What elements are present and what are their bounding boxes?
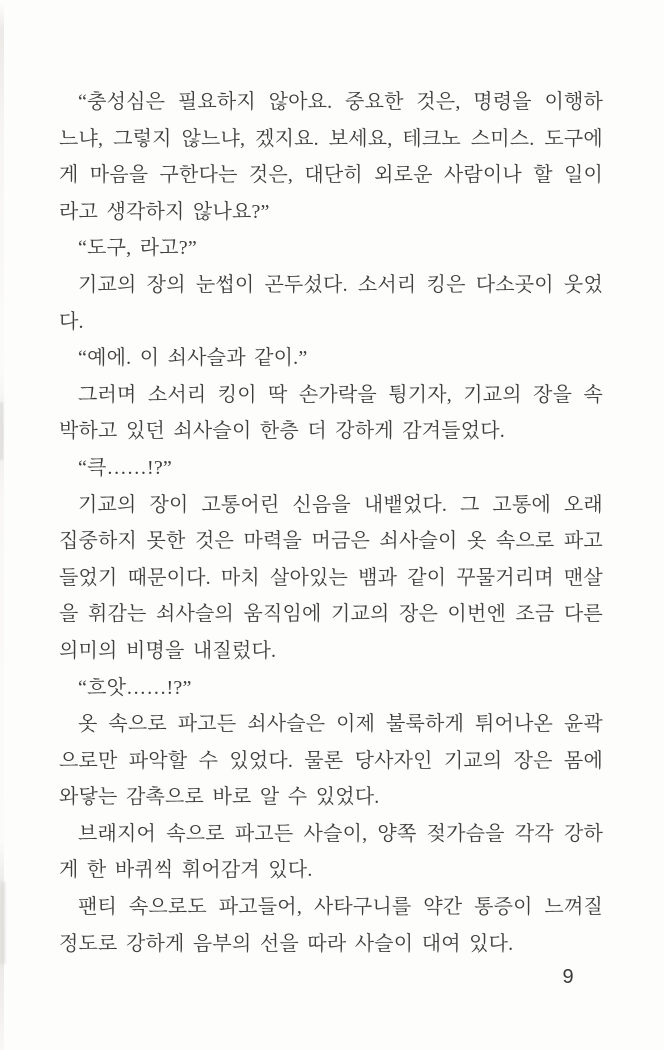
text-line: 다.	[59, 310, 84, 333]
text-line: 팬티 속으로도 파고들어, 사타구니를 약간 통증이 느껴질	[78, 896, 603, 919]
text-line: “충성심은 필요하지 않아요. 중요한 것은, 명령을 이행하	[78, 91, 603, 113]
page-number: 9	[562, 966, 574, 988]
text-line: 으로만 파악할 수 있었다. 물론 당사자인 기교의 장은 몸에	[59, 749, 603, 772]
paragraph	[59, 84, 603, 230]
text-line: 게 한 바퀴씩 휘어감겨 있다.	[59, 859, 313, 882]
text-line: 게 마음을 구한다는 것은, 대단히 외로운 사람이나 할 일이	[59, 164, 603, 187]
text-block	[59, 84, 603, 962]
text-line: “큭……!?”	[78, 456, 173, 479]
paragraph	[59, 670, 603, 707]
text-line: 브래지어 속으로 파고든 사슬이, 양쪽 젖가슴을 각각 강하	[78, 822, 603, 845]
paragraph	[59, 340, 603, 377]
paragraph	[59, 487, 603, 670]
scan-edge-notch-bottom	[0, 882, 5, 964]
text-line: 느냐, 그렇지 않느냐, 겠지요. 보세요, 테크노 스미스. 도구에	[59, 127, 603, 150]
text-line: “예에. 이 쇠사슬과 같이.”	[78, 347, 308, 370]
text-line: 을 휘감는 쇠사슬의 움직임에 기교의 장은 이번엔 조금 다른	[59, 603, 603, 626]
text-line: 의미의 비명을 내질렀다.	[59, 639, 277, 662]
text-line: 들었기 때문이다. 마치 살아있는 뱀과 같이 꾸물거리며 맨살	[59, 566, 603, 589]
text-line: 옷 속으로 파고든 쇠사슬은 이제 불룩하게 튀어나온 윤곽	[78, 713, 603, 736]
text-line: 박하고 있던 쇠사슬이 한층 더 강하게 감겨들었다.	[59, 420, 505, 443]
text-line: “흐앗……!?”	[78, 676, 192, 699]
scan-edge-notch-mid	[0, 402, 3, 460]
text-line: 그러며 소서리 킹이 딱 손가락을 튕기자, 기교의 장을 속	[78, 383, 603, 406]
text-line: 라고 생각하지 않나요?”	[59, 200, 270, 223]
paragraph	[59, 706, 603, 816]
text-line: 기교의 장의 눈썹이 곤두섰다. 소서리 킹은 다소곳이 웃었	[78, 273, 603, 296]
paragraph	[59, 267, 603, 340]
paragraph	[59, 450, 603, 487]
text-line: 정도로 강하게 음부의 선을 따라 사슬이 대여 있다.	[59, 932, 514, 955]
text-line: 와닿는 감촉으로 바로 알 수 있었다.	[59, 786, 380, 809]
paragraph	[59, 377, 603, 450]
text-line: “도구, 라고?”	[78, 237, 197, 260]
text-line: 집중하지 못한 것은 마력을 머금은 쇠사슬이 옷 속으로 파고	[59, 530, 603, 553]
paragraph	[59, 889, 603, 962]
paragraph	[59, 816, 603, 889]
text-line: 기교의 장이 고통어린 신음을 내뱉었다. 그 고통에 오래	[78, 493, 603, 516]
paragraph	[59, 230, 603, 267]
